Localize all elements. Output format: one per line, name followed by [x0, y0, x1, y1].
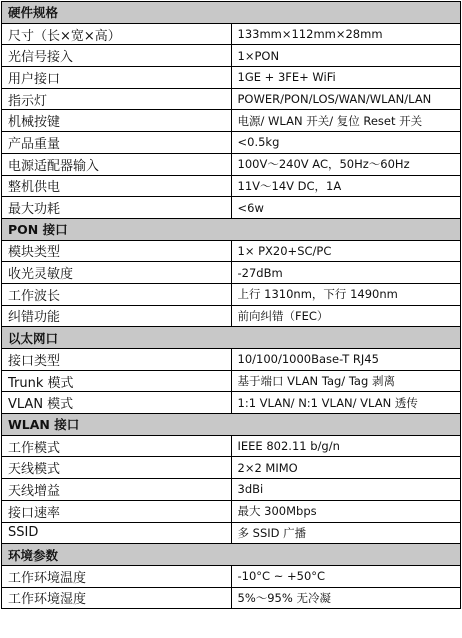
spec-row	[2, 565, 461, 587]
spec-value: 电源/ WLAN 开关/ 复位 Reset 开关	[231, 110, 461, 132]
spec-row	[2, 23, 461, 45]
spec-value: 基于端口 VLAN Tag/ Tag 剥离	[231, 370, 461, 392]
spec-value: 前向纠错（FEC）	[231, 305, 461, 327]
spec-value: IEEE 802.11 b/g/n	[231, 435, 461, 457]
spec-label: 工作波长	[2, 283, 232, 305]
spec-value: -10°C ~ +50°C	[231, 565, 461, 587]
spec-value: 上行 1310nm，下行 1490nm	[231, 283, 461, 305]
spec-label: 尺寸（长×宽×高）	[2, 23, 232, 45]
spec-row	[2, 132, 461, 154]
section-header-row	[2, 414, 461, 436]
spec-value: 1× PX20+SC/PC	[231, 240, 461, 262]
spec-label: VLAN 模式	[2, 392, 232, 414]
spec-label: Trunk 模式	[2, 370, 232, 392]
spec-value: 133mm×112mm×28mm	[231, 23, 461, 45]
spec-row	[2, 305, 461, 327]
spec-row	[2, 392, 461, 414]
spec-row	[2, 283, 461, 305]
section-title: 硬件规格	[2, 2, 461, 24]
spec-label: 工作环境温度	[2, 565, 232, 587]
spec-row	[2, 45, 461, 67]
spec-row	[2, 457, 461, 479]
spec-row	[2, 349, 461, 371]
section-header-row	[2, 327, 461, 349]
section-title: 以太网口	[2, 327, 461, 349]
spec-label: 工作模式	[2, 435, 232, 457]
spec-row	[2, 197, 461, 219]
spec-value: 1×PON	[231, 45, 461, 67]
spec-value: POWER/PON/LOS/WAN/WLAN/LAN	[231, 88, 461, 110]
spec-row	[2, 435, 461, 457]
spec-label: 机械按键	[2, 110, 232, 132]
section-header-row	[2, 544, 461, 566]
spec-value: 10/100/1000Base-T RJ45	[231, 349, 461, 371]
spec-row	[2, 522, 461, 544]
spec-label: 整机供电	[2, 175, 232, 197]
spec-value: 100V～240V AC，50Hz～60Hz	[231, 153, 461, 175]
spec-label: 模块类型	[2, 240, 232, 262]
section-header-row	[2, 2, 461, 24]
spec-value: 多 SSID 广播	[231, 522, 461, 544]
spec-label: SSID	[2, 522, 232, 544]
spec-value: 5%～95% 无冷凝	[231, 587, 461, 609]
section-title: 环境参数	[2, 544, 461, 566]
spec-value: <0.5kg	[231, 132, 461, 154]
spec-label: 纠错功能	[2, 305, 232, 327]
spec-value: -27dBm	[231, 262, 461, 284]
spec-value: 3dBi	[231, 479, 461, 501]
spec-value: 2×2 MIMO	[231, 457, 461, 479]
spec-value: 1GE + 3FE+ WiFi	[231, 67, 461, 89]
spec-label: 光信号接入	[2, 45, 232, 67]
spec-table-body	[2, 2, 461, 609]
spec-value: 11V～14V DC，1A	[231, 175, 461, 197]
section-title: WLAN 接口	[2, 414, 461, 436]
spec-value: 1:1 VLAN/ N:1 VLAN/ VLAN 透传	[231, 392, 461, 414]
section-title: PON 接口	[2, 218, 461, 240]
spec-row	[2, 370, 461, 392]
spec-row	[2, 110, 461, 132]
spec-label: 电源适配器输入	[2, 153, 232, 175]
spec-table	[1, 1, 461, 609]
section-header-row	[2, 218, 461, 240]
spec-row	[2, 88, 461, 110]
spec-row	[2, 153, 461, 175]
spec-label: 接口速率	[2, 500, 232, 522]
spec-row	[2, 240, 461, 262]
spec-row	[2, 587, 461, 609]
spec-label: 天线模式	[2, 457, 232, 479]
spec-row	[2, 500, 461, 522]
spec-label: 收光灵敏度	[2, 262, 232, 284]
spec-row	[2, 479, 461, 501]
spec-label: 指示灯	[2, 88, 232, 110]
spec-row	[2, 262, 461, 284]
spec-label: 最大功耗	[2, 197, 232, 219]
spec-row	[2, 67, 461, 89]
spec-label: 用户接口	[2, 67, 232, 89]
spec-label: 天线增益	[2, 479, 232, 501]
spec-label: 接口类型	[2, 349, 232, 371]
spec-label: 工作环境湿度	[2, 587, 232, 609]
spec-row	[2, 175, 461, 197]
spec-value: 最大 300Mbps	[231, 500, 461, 522]
spec-label: 产品重量	[2, 132, 232, 154]
spec-value: <6w	[231, 197, 461, 219]
